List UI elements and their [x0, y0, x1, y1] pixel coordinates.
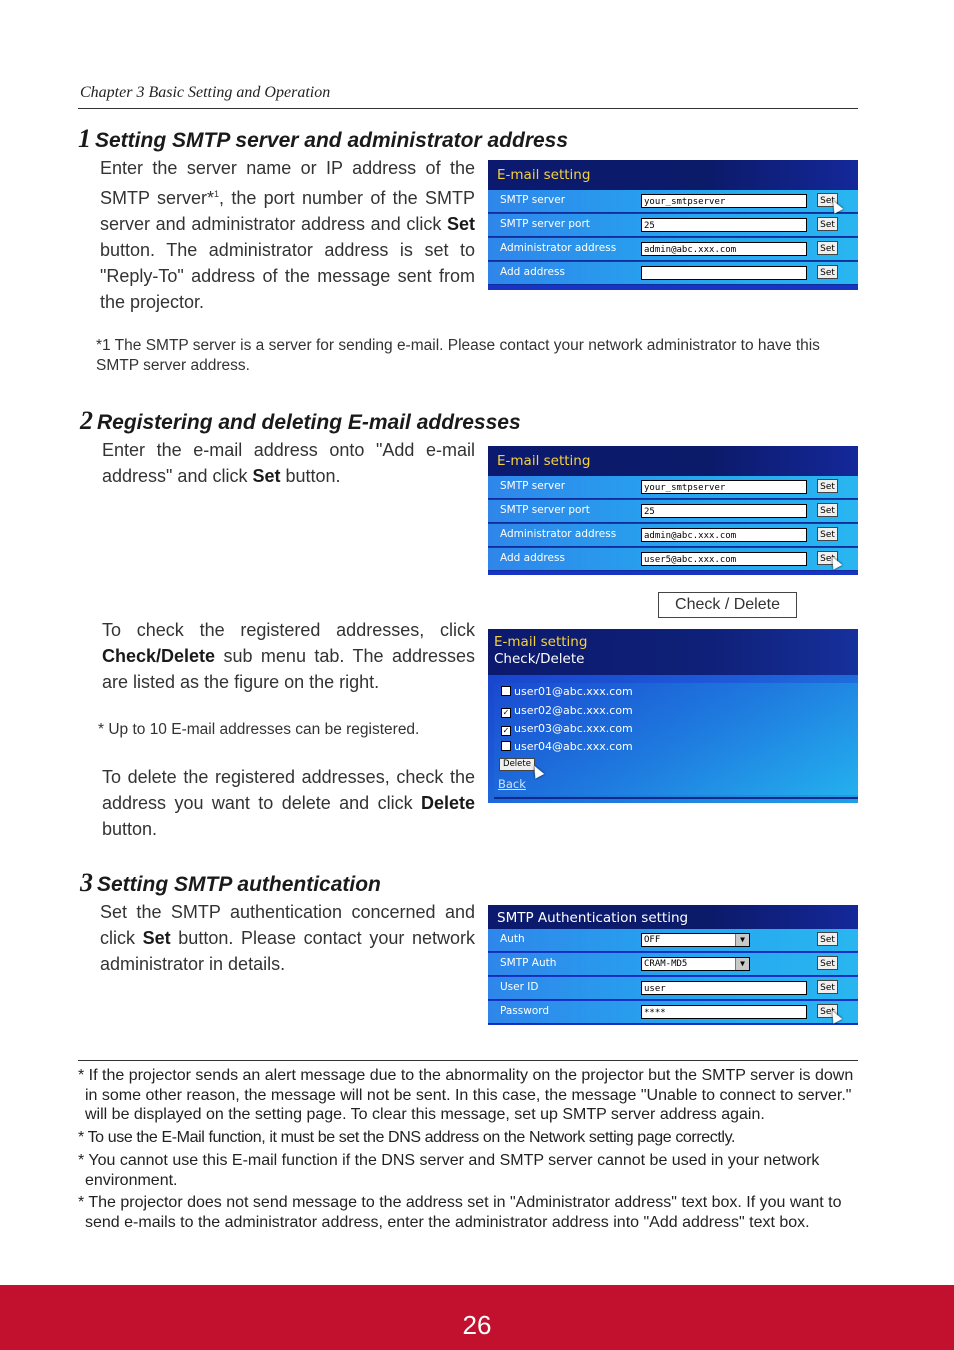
section-2-number: 2: [80, 406, 93, 435]
screen-subtitle: Check/Delete: [494, 651, 585, 667]
admin-address-row: [488, 524, 858, 547]
section-2-body: [102, 437, 475, 489]
section-2-text-c: button.: [280, 466, 341, 486]
chapter-header: Chapter 3 Basic Setting and Operation: [80, 84, 331, 101]
check-text-a: To check the registered addresses, click: [102, 620, 475, 640]
smtp-port-row: [488, 500, 858, 523]
admin-address-input[interactable]: admin@abc.xxx.com: [641, 242, 807, 256]
smtp-server-row: [488, 190, 858, 213]
section-1-title: [78, 124, 568, 154]
password-row: [488, 1001, 858, 1024]
cursor-icon: [828, 1008, 842, 1023]
section-3-bold: Set: [142, 928, 171, 948]
section-2-bold: Set: [252, 466, 281, 486]
cursor-icon: [829, 198, 843, 213]
set-button[interactable]: Set: [817, 503, 838, 517]
footnote-item: * You cannot use this E-mail function if the DNS server and SMTP server cannot be used in your network environment.: [78, 1152, 820, 1189]
add-address-row: [488, 262, 858, 285]
address-list-panel: [494, 683, 858, 795]
section-1-bold: Set: [446, 214, 475, 234]
chevron-down-icon[interactable]: ▼: [735, 934, 749, 946]
add-address-input[interactable]: user5@abc.xxx.com: [641, 552, 807, 566]
page-number: 26: [462, 1310, 492, 1340]
section-1-text-c: button. The administrator address is set to "Reply-To" address of the message sent from the projector.: [100, 240, 475, 312]
password-input[interactable]: ****: [641, 1005, 807, 1019]
section-3-title-text: Setting SMTP authentication: [97, 873, 381, 896]
smtp-auth-screen: [488, 905, 858, 1025]
row-label: Administrator address: [500, 528, 617, 540]
check-delete-tab-label: Check / Delete: [658, 592, 797, 618]
checkbox-unchecked[interactable]: [501, 686, 511, 696]
footnotes-rule: [78, 1060, 858, 1061]
select-value: CRAM-MD5: [644, 959, 688, 969]
row-label: Add address: [500, 552, 565, 564]
set-button[interactable]: Set: [817, 980, 838, 994]
address-email: user04@abc.xxx.com: [514, 740, 633, 753]
row-label: Password: [500, 1005, 550, 1017]
chevron-down-icon[interactable]: ▼: [735, 958, 749, 970]
smtp-port-row: [488, 214, 858, 237]
footnote-ref: 1: [214, 189, 220, 199]
footnote-item: * To use the E-Mail function, it must be set the DNS address on the Network setting page correctly.: [78, 1128, 736, 1146]
section-1-title-text: Setting SMTP server and administrator address: [95, 129, 569, 152]
set-button[interactable]: Set: [817, 265, 838, 279]
set-button[interactable]: Set: [817, 551, 838, 565]
smtp-port-input[interactable]: 25: [641, 218, 807, 232]
section-2-title: [80, 406, 521, 436]
screen-title: E-mail setting: [488, 446, 858, 476]
smtp-port-input[interactable]: 25: [641, 504, 807, 518]
auth-row: [488, 929, 858, 952]
delete-text: [102, 764, 475, 842]
footnote-1: *1 The SMTP server is a server for sending e-mail. Please contact your network administrator to have this SMTP server address.: [96, 337, 820, 374]
smtp-auth-row: [488, 953, 858, 976]
section-2-title-text: Registering and deleting E-mail addresses: [97, 411, 521, 434]
checkbox-unchecked[interactable]: [501, 741, 511, 751]
check-text-bold: Check/Delete: [102, 646, 216, 666]
cursor-icon: [828, 554, 842, 569]
set-button[interactable]: Set: [817, 193, 838, 207]
smtp-server-input[interactable]: your_smtpserver: [641, 194, 807, 208]
user-id-row: [488, 977, 858, 1000]
address-item[interactable]: [501, 685, 633, 698]
footnote-item: * If the projector sends an alert message due to the abnormality on the projector but the SMTP server is down in some other reason, the message will not be sent. In this case, the message "Unable to connect to server." will be displayed on the setting page. To clear this message, set up SMTP server address again.: [78, 1067, 854, 1123]
auth-select[interactable]: [641, 933, 750, 947]
delete-text-bold: Delete: [420, 793, 475, 813]
section-1-text-b: , the port number of the SMTP server and administrator address and click: [100, 188, 475, 234]
address-item[interactable]: [501, 722, 633, 736]
smtp-server-row: [488, 476, 858, 499]
check-delete-text: [102, 617, 475, 695]
delete-button[interactable]: Delete: [499, 758, 535, 771]
row-label: SMTP server: [500, 480, 566, 492]
row-label: SMTP server port: [500, 504, 590, 516]
section-3-body: [100, 899, 475, 977]
section-3-title: [80, 868, 381, 898]
address-email: user03@abc.xxx.com: [514, 722, 633, 735]
select-value: OFF: [644, 935, 661, 945]
checkbox-checked[interactable]: ✓: [502, 708, 510, 717]
check-delete-screen: [488, 629, 858, 803]
section-1-body: [100, 155, 475, 315]
row-label: Administrator address: [500, 242, 617, 254]
screen-bottom-border: [494, 797, 858, 799]
row-label: SMTP server: [500, 194, 566, 206]
set-button[interactable]: Set: [817, 932, 838, 946]
add-address-input[interactable]: [641, 266, 807, 280]
checkbox-checked[interactable]: ✓: [502, 726, 510, 735]
smtp-server-input[interactable]: your_smtpserver: [641, 480, 807, 494]
header-rule: [78, 108, 858, 109]
footnote-list: [78, 1066, 856, 1232]
delete-text-a: To delete the registered addresses, check the address you want to delete and click: [102, 767, 475, 813]
set-button[interactable]: Set: [817, 956, 838, 970]
address-email: user01@abc.xxx.com: [514, 685, 633, 698]
section-1-text-a: Enter the server name or IP address of the SMTP server*: [100, 158, 475, 208]
address-limit-note: * Up to 10 E-mail addresses can be registered.: [98, 721, 420, 738]
user-id-input[interactable]: user: [641, 981, 807, 995]
smtp-auth-select[interactable]: [641, 957, 750, 971]
screen-title: E-mail setting: [488, 160, 858, 190]
row-label: Auth: [500, 933, 525, 945]
email-setting-screen-1: [488, 160, 858, 290]
back-link[interactable]: Back: [498, 777, 526, 791]
set-button[interactable]: Set: [817, 241, 838, 255]
row-label: SMTP server port: [500, 218, 590, 230]
admin-address-input[interactable]: admin@abc.xxx.com: [641, 528, 807, 542]
address-item[interactable]: [501, 740, 633, 753]
section-3-text-c: button. Please contact your network administrator in details.: [100, 928, 475, 974]
screen-title: SMTP Authentication setting: [488, 905, 858, 929]
screen-title: E-mail setting: [494, 634, 588, 650]
set-button[interactable]: Set: [817, 527, 838, 541]
address-email: user02@abc.xxx.com: [514, 704, 633, 717]
section-1-number: 1: [78, 124, 91, 153]
section-2-text-a: Enter the e-mail address onto "Add e-mail address" and click: [102, 440, 475, 486]
section-3-number: 3: [80, 868, 93, 897]
address-item[interactable]: [501, 704, 633, 718]
add-address-row: [488, 548, 858, 571]
set-button[interactable]: Set: [817, 479, 838, 493]
set-button[interactable]: Set: [817, 217, 838, 231]
row-label: User ID: [500, 981, 539, 993]
set-button[interactable]: Set: [817, 1004, 838, 1018]
footnote-item: * The projector does not send message to the address set in "Administrator address" text box. If you want to send e-mails to the administrator address, enter the administrator address into "Add address" text box.: [78, 1194, 842, 1231]
check-text-c: sub menu tab. The addresses are listed as the figure on the right.: [102, 646, 475, 692]
delete-text-c: button.: [102, 819, 158, 839]
section-3-text-a: Set the SMTP authentication concerned and click: [100, 902, 475, 948]
email-setting-screen-2: [488, 446, 858, 575]
admin-address-row: [488, 238, 858, 261]
row-label: Add address: [500, 266, 565, 278]
row-label: SMTP Auth: [500, 957, 557, 969]
